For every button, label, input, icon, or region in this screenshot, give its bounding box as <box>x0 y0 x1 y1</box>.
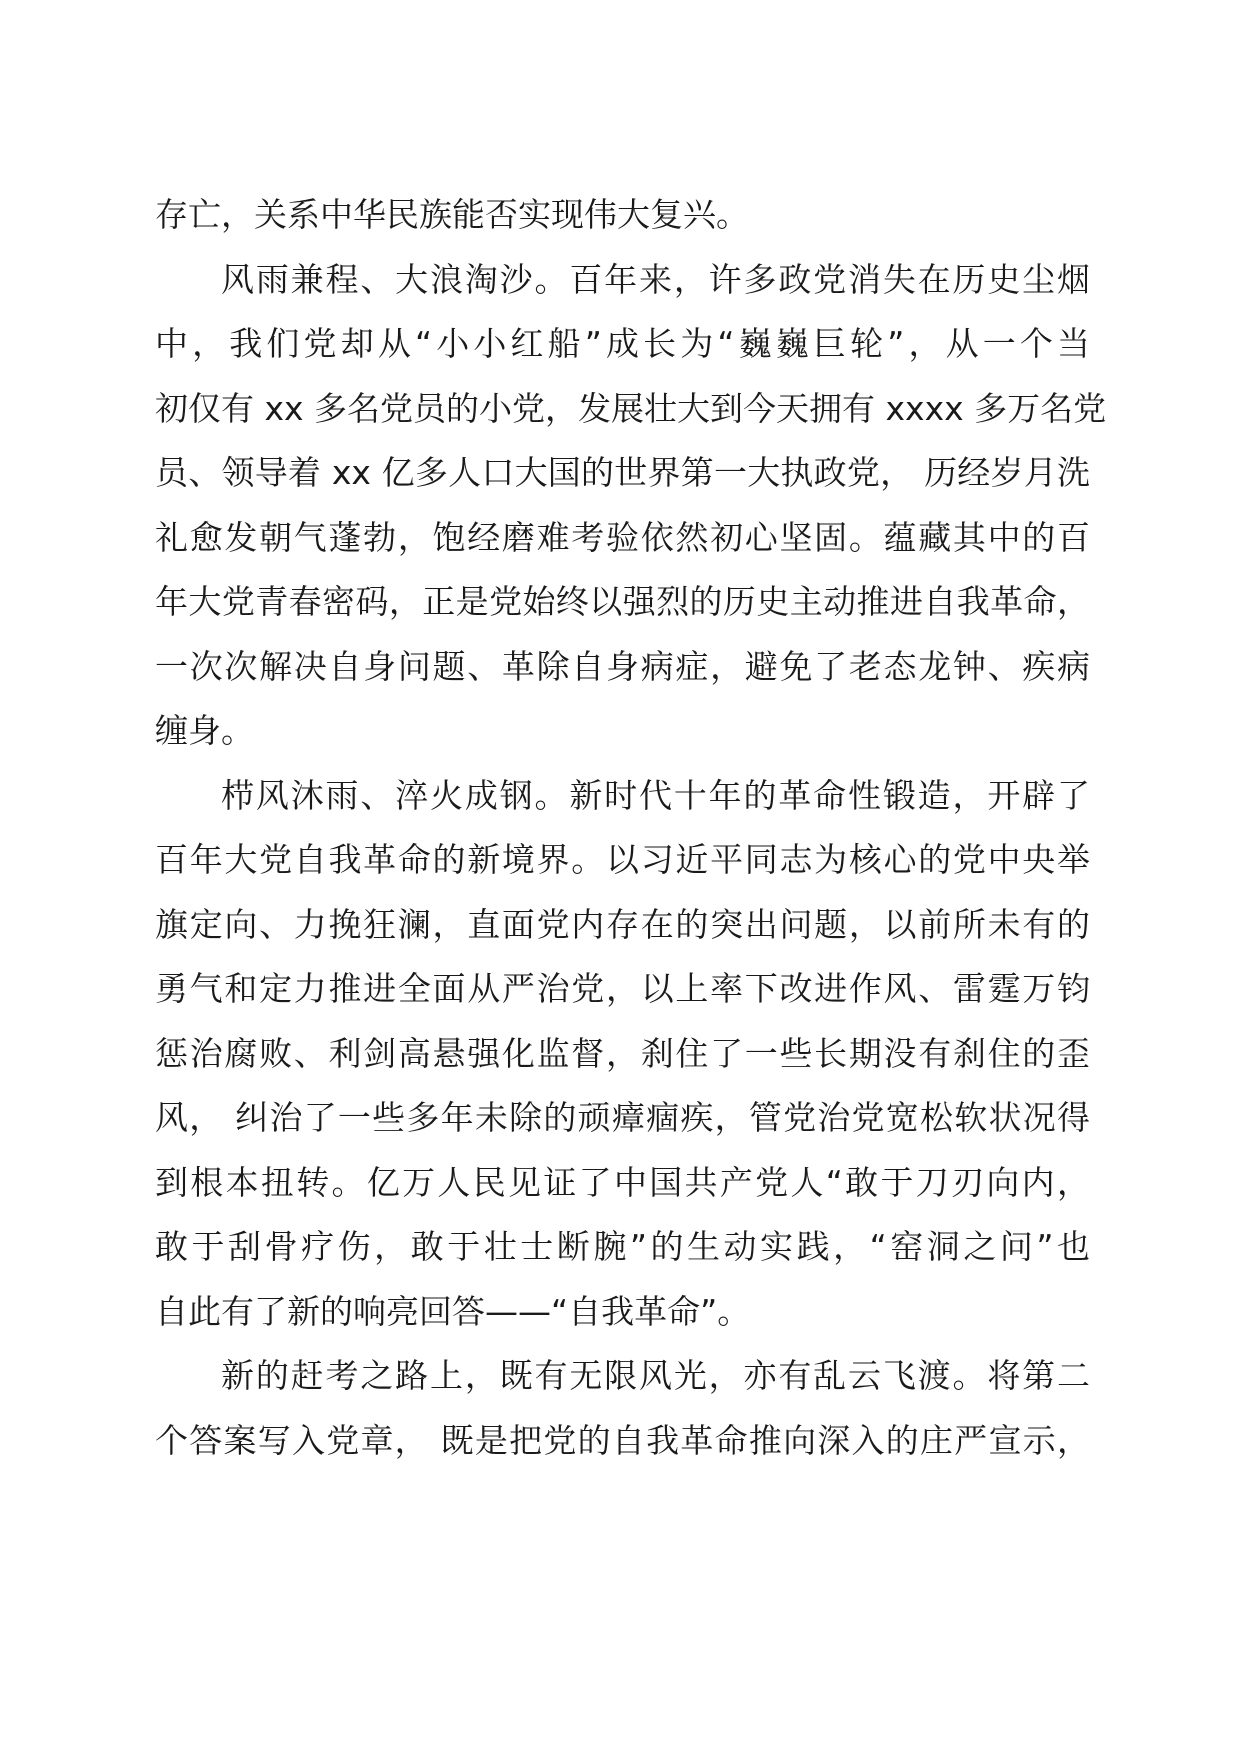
text-line: 个答案写入党章， 既是把党的自我革命推向深入的庄严宣示， <box>155 1420 1090 1460</box>
text-line: 自此有了新的响亮回答——“自我革命”。 <box>155 1291 751 1331</box>
text-line: 一次次解决自身问题、革除自身病症，避免了老态龙钟、疾病 <box>155 646 1090 686</box>
text-line: 缠身。 <box>155 711 254 750</box>
text-line: 到根本扭转。亿万人民见证了中国共产党人“敢于刀刃向内， <box>155 1162 1090 1202</box>
text-line: 新的赶考之路上，既有无限风光，亦有乱云飞渡。将第二 <box>221 1356 1090 1395</box>
text-line: 旗定向、力挽狂澜，直面党内存在的突出问题，以前所未有的 <box>155 904 1090 944</box>
text-line: 礼愈发朝气蓬勃，饱经磨难考验依然初心坚固。蕴藏其中的百 <box>155 517 1090 557</box>
paragraph-1 <box>155 183 1090 248</box>
text-line: 百年大党自我革命的新境界。以习近平同志为核心的党中央举 <box>155 840 1090 879</box>
paragraph-4 <box>155 1344 1090 1473</box>
text-line: 风， 纠治了一些多年未除的顽瘴痼疾，管党治党宽松软状况得 <box>155 1098 1090 1137</box>
text-line: 风雨兼程、大浪淘沙。百年来，许多政党消失在历史尘烟 <box>221 259 1090 299</box>
paragraph-2 <box>155 248 1107 764</box>
text-line: 栉风沐雨、淬火成钢。新时代十年的革命性锻造，开辟了 <box>221 775 1090 815</box>
text-line: 勇气和定力推进全面从严治党，以上率下改进作风、雷霆万钧 <box>155 969 1090 1008</box>
document-body <box>155 183 1107 1473</box>
text-line: 初仅有 xx 多名党员的小党，发展壮大到今天拥有 xxxx 多万名党 <box>155 388 1107 428</box>
text-line: 敢于刮骨疗伤，敢于壮士断腕”的生动实践，“窑洞之问”也 <box>155 1227 1090 1266</box>
text-line: 员、领导着 xx 亿多人口大国的世界第一大执政党， 历经岁月洗 <box>155 453 1090 492</box>
text-line: 存亡，关系中华民族能否实现伟大复兴。 <box>155 195 749 234</box>
text-line: 惩治腐败、利剑高悬强化监督，刹住了一些长期没有刹住的歪 <box>155 1033 1090 1073</box>
paragraph-3 <box>155 764 1090 1345</box>
text-line: 年大党青春密码，正是党始终以强烈的历史主动推进自我革命， <box>155 582 1090 621</box>
text-line: 中，我们党却从“小小红船”成长为“巍巍巨轮”，从一个当 <box>155 324 1090 363</box>
